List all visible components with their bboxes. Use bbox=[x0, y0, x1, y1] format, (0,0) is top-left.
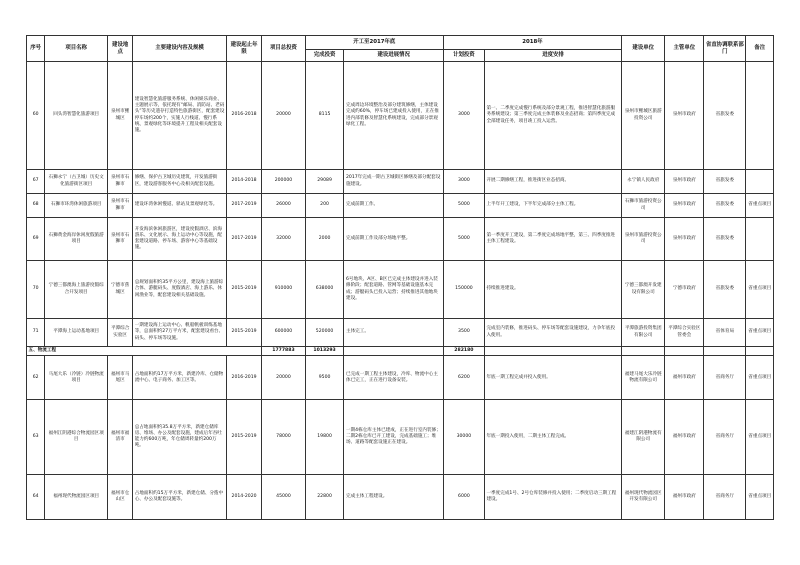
table-row bbox=[27, 170, 774, 194]
cell-total: 910000 bbox=[262, 261, 305, 319]
header-seq: 序号 bbox=[27, 36, 45, 62]
cell-total: 45000 bbox=[262, 475, 305, 520]
header-total: 项目总投资 bbox=[262, 36, 305, 62]
cell-supervisor: 泉州市政府 bbox=[665, 170, 704, 194]
cell-location: 泉州市石狮市 bbox=[108, 218, 133, 261]
cell-schedule: 持续推进建设。 bbox=[484, 261, 621, 319]
cell-content: 开发海滨休闲旅游区，建设度假酒店、滨海游乐、文化展示、海上运动中心等设施，配套建设道路、停车场、游客中心等基础设施。 bbox=[133, 218, 227, 261]
cell-progress: 完成周边环境整治及部分建筑修缮，主体建设完成约60%，停车场已建成投入使用，正在推进内部装修及智慧化系统建设，完成部分景观绿化工程。 bbox=[344, 62, 443, 170]
cell-remark bbox=[746, 170, 774, 194]
cell-name: 福州江阴港综合物流园区项目 bbox=[45, 400, 108, 475]
cell-supervisor: 福州市政府 bbox=[665, 356, 704, 400]
section-empty-cell bbox=[344, 347, 443, 356]
cell-progress: 完成前期工作及部分场地平整。 bbox=[344, 218, 443, 261]
cell-content: 建设环湾休闲慢道、驿站及景观绿化等。 bbox=[133, 194, 227, 218]
cell-seq: 60 bbox=[27, 62, 45, 170]
header-group-2018: 2018年 bbox=[443, 36, 621, 50]
cell-progress: 6号地块、A区、B区已完成主体建设并进入装修阶段；配套道路、管网等基础设施基本完成；游艇码头已投入运营；持续推进其他地块建设。 bbox=[344, 261, 443, 319]
cell-seq: 70 bbox=[27, 261, 45, 319]
cell-name: 宁德三都澳海上旅游度假综合开发项目 bbox=[45, 261, 108, 319]
cell-invest-done: 9500 bbox=[305, 356, 344, 400]
header-builder: 建设单位 bbox=[622, 36, 665, 62]
cell-total: 78000 bbox=[262, 400, 305, 475]
cell-builder: 福州现代物流园区开发有限公司 bbox=[622, 475, 665, 520]
cell-period: 2017-2019 bbox=[226, 194, 261, 218]
section-empty-cell bbox=[622, 347, 665, 356]
cell-content: 占地面积约17万平方米，新建冷库、仓储物流中心、电子商务、加工区等。 bbox=[133, 356, 227, 400]
cell-name: 福州现代物流园区项目 bbox=[45, 475, 108, 520]
cell-period: 2014-2020 bbox=[226, 475, 261, 520]
cell-remark bbox=[746, 62, 774, 170]
cell-coordinator: 省旅发委 bbox=[704, 194, 746, 218]
cell-coordinator: 省体育局 bbox=[704, 319, 746, 347]
cell-builder: 泉州市旅游投资公司 bbox=[622, 218, 665, 261]
cell-content: 建设智慧化旅游服务系统、休闲娱乐商业、主题展示等，依托现有“邮局、消防站、老码头”等历史遗存打造特色旅游街区，配套建设停车场约200个，实施人行栈道、慢行系统、景观绿化等环境提升工程及相关配套设施。 bbox=[133, 62, 227, 170]
cell-invest-done: 22800 bbox=[305, 475, 344, 520]
cell-schedule: 第一季度开工建设，第二季度完成场地平整，第三、四季度推进主体工程建设。 bbox=[484, 218, 621, 261]
cell-planned-invest: 6000 bbox=[443, 475, 484, 520]
cell-schedule: 一季度完成1号、2号仓库装修并投入使用；二季度启动三期工程建设。 bbox=[484, 475, 621, 520]
cell-seq: 69 bbox=[27, 218, 45, 261]
cell-coordinator: 省旅发委 bbox=[704, 170, 746, 194]
cell-progress: 完成前期工作。 bbox=[344, 194, 443, 218]
cell-remark: 省重点项目 bbox=[746, 261, 774, 319]
cell-builder: 永宁镇人民政府 bbox=[622, 170, 665, 194]
cell-total: 26000 bbox=[262, 194, 305, 218]
cell-progress: 主体完工。 bbox=[344, 319, 443, 347]
cell-period: 2017-2019 bbox=[226, 218, 261, 261]
cell-invest-done: 29089 bbox=[305, 170, 344, 194]
header-content: 主要建设内容及规模 bbox=[133, 36, 227, 62]
cell-planned-invest: 6200 bbox=[443, 356, 484, 400]
cell-invest-done: 520000 bbox=[305, 319, 344, 347]
cell-period: 2016-2019 bbox=[226, 356, 261, 400]
cell-period: 2015-2019 bbox=[226, 319, 261, 347]
cell-remark: 省重点项目 bbox=[746, 356, 774, 400]
header-remark: 备注 bbox=[746, 36, 774, 62]
cell-builder: 平潭旅游投资集团有限公司 bbox=[622, 319, 665, 347]
cell-seq: 63 bbox=[27, 400, 45, 475]
cell-invest-done: 8115 bbox=[305, 62, 344, 170]
cell-coordinator: 省商务厅 bbox=[704, 400, 746, 475]
section-empty-cell bbox=[704, 347, 746, 356]
cell-period: 2014-2018 bbox=[226, 170, 261, 194]
header-invest-done: 完成投资 bbox=[305, 50, 344, 62]
cell-location: 宁德市蕉城区 bbox=[108, 261, 133, 319]
section-invest-done: 1013293 bbox=[305, 347, 344, 356]
header-schedule: 进度安排 bbox=[484, 50, 621, 62]
cell-builder: 福建马尾大乐冷链物流有限公司 bbox=[622, 356, 665, 400]
header-group-2017: 开工至2017年底 bbox=[305, 36, 443, 50]
cell-seq: 67 bbox=[27, 170, 45, 194]
cell-seq: 68 bbox=[27, 194, 45, 218]
cell-period: 2015-2019 bbox=[226, 261, 261, 319]
cell-seq: 62 bbox=[27, 356, 45, 400]
cell-progress: 一期4栋仓库主体已建成，正在进行室内装修；二期2栋仓库已开工建设，完成基础施工；堆场、道路等配套设施正在建设。 bbox=[344, 400, 443, 475]
cell-progress: 2017年完成一期古卫城街区修缮及部分配套设施建设。 bbox=[344, 170, 443, 194]
cell-invest-done: 19800 bbox=[305, 400, 344, 475]
cell-invest-done: 2000 bbox=[305, 218, 344, 261]
cell-seq: 71 bbox=[27, 319, 45, 347]
cell-content: 总规划面积约35平方公里，建设海上旅游综合体、游艇码头、度假酒店、海上游乐、休闲渔业等，配套建设相关基础设施。 bbox=[133, 261, 227, 319]
cell-builder: 泉州市鲤城区旅游投资公司 bbox=[622, 62, 665, 170]
cell-remark: 省重点项目 bbox=[746, 194, 774, 218]
section-planned-invest: 282180 bbox=[443, 347, 484, 356]
cell-remark: 省重点项目 bbox=[746, 319, 774, 347]
cell-total: 20000 bbox=[262, 62, 305, 170]
cell-supervisor: 平潭综合实验区管委会 bbox=[665, 319, 704, 347]
cell-name: 石狮永宁（古卫城）历史文化旅游街区项目 bbox=[45, 170, 108, 194]
section-subtotal-row bbox=[27, 347, 774, 356]
cell-builder: 石狮市旅游投资公司 bbox=[622, 194, 665, 218]
cell-builder: 宁德三都澳开发建设有限公司 bbox=[622, 261, 665, 319]
header-period: 建设起止年限 bbox=[226, 36, 261, 62]
cell-total: 32000 bbox=[262, 218, 305, 261]
cell-content: 一期建设海上运动中心、帆船帆板训练基地等，总面积约27万平方米，配套建设看台、码头、停车场等设施。 bbox=[133, 319, 227, 347]
section-empty-cell bbox=[665, 347, 704, 356]
cell-coordinator: 省旅发委 bbox=[704, 261, 746, 319]
cell-supervisor: 福州市政府 bbox=[665, 400, 704, 475]
cell-progress: 已完成一期工程主体建设，冷库、物流中心主体已完工，正在进行设备安装。 bbox=[344, 356, 443, 400]
table-header-row bbox=[27, 36, 774, 50]
cell-planned-invest: 5000 bbox=[443, 218, 484, 261]
cell-content: 总占地面积约35.8万平方米，新建仓储库房、堆场、办公及配套设施，建成后年吞吐能力约600万吨，年仓储周转量约200万吨。 bbox=[133, 400, 227, 475]
cell-location: 平潭综合实验区 bbox=[108, 319, 133, 347]
cell-supervisor: 福州市政府 bbox=[665, 475, 704, 520]
cell-location: 泉州市鲤城区 bbox=[108, 62, 133, 170]
cell-planned-invest: 3500 bbox=[443, 319, 484, 347]
cell-remark bbox=[746, 218, 774, 261]
cell-supervisor: 泉州市政府 bbox=[665, 218, 704, 261]
cell-schedule: 年底一期工程完成并投入使用。 bbox=[484, 356, 621, 400]
cell-total: 200000 bbox=[262, 170, 305, 194]
table-row bbox=[27, 400, 774, 475]
cell-name: 石狮市环湾休闲旅游项目 bbox=[45, 194, 108, 218]
cell-name: 平潭海上运动基地项目 bbox=[45, 319, 108, 347]
cell-progress: 完成主体工程建设。 bbox=[344, 475, 443, 520]
header-supervisor: 主管单位 bbox=[665, 36, 704, 62]
cell-supervisor: 泉州市政府 bbox=[665, 194, 704, 218]
section-total: 1777883 bbox=[262, 347, 305, 356]
table-row bbox=[27, 62, 774, 170]
table-row bbox=[27, 475, 774, 520]
header-location: 建设地点 bbox=[108, 36, 133, 62]
cell-supervisor: 泉州市政府 bbox=[665, 62, 704, 170]
cell-planned-invest: 30000 bbox=[443, 400, 484, 475]
cell-name: 回头湾智慧化旅游项目 bbox=[45, 62, 108, 170]
cell-location: 福州市仓山区 bbox=[108, 475, 133, 520]
cell-planned-invest: 150000 bbox=[443, 261, 484, 319]
cell-supervisor: 宁德市政府 bbox=[665, 261, 704, 319]
cell-planned-invest: 3000 bbox=[443, 170, 484, 194]
cell-coordinator: 省商务厅 bbox=[704, 475, 746, 520]
cell-schedule: 上半年开工建设，下半年完成部分主体工程。 bbox=[484, 194, 621, 218]
cell-planned-invest: 3000 bbox=[443, 62, 484, 170]
cell-invest-done: 638000 bbox=[305, 261, 344, 319]
cell-location: 福州市福清市 bbox=[108, 400, 133, 475]
header-planned-invest: 计划投资 bbox=[443, 50, 484, 62]
cell-remark: 省重点项目 bbox=[746, 400, 774, 475]
cell-coordinator: 省商务厅 bbox=[704, 356, 746, 400]
cell-coordinator: 省旅发委 bbox=[704, 62, 746, 170]
header-progress: 建设进展情况 bbox=[344, 50, 443, 62]
table-row bbox=[27, 356, 774, 400]
section-title: 五、物流工程 bbox=[27, 347, 262, 356]
cell-coordinator: 省旅发委 bbox=[704, 218, 746, 261]
cell-schedule: 开展二期修缮工程，推进街区业态招商。 bbox=[484, 170, 621, 194]
table-row bbox=[27, 261, 774, 319]
cell-period: 2015-2019 bbox=[226, 400, 261, 475]
cell-name: 石狮黄金海岸休闲度假旅游项目 bbox=[45, 218, 108, 261]
header-coordinator: 省直协调联系部门 bbox=[704, 36, 746, 62]
cell-total: 600000 bbox=[262, 319, 305, 347]
section-empty-cell bbox=[746, 347, 774, 356]
cell-location: 泉州市石狮市 bbox=[108, 170, 133, 194]
cell-builder: 福建江阴港物流有限公司 bbox=[622, 400, 665, 475]
header-name: 项目名称 bbox=[45, 36, 108, 62]
cell-seq: 64 bbox=[27, 475, 45, 520]
cell-period: 2016-2018 bbox=[226, 62, 261, 170]
cell-total: 20000 bbox=[262, 356, 305, 400]
table-row bbox=[27, 194, 774, 218]
cell-remark: 省重点项目 bbox=[746, 475, 774, 520]
cell-schedule: 完成室内装修，推进码头、停车场等配套设施建设，力争年底投入使用。 bbox=[484, 319, 621, 347]
project-table bbox=[26, 35, 774, 520]
cell-schedule: 年底一期投入使用，二期主体工程完成。 bbox=[484, 400, 621, 475]
cell-name: 马尾大乐（冷链）冷链物流项目 bbox=[45, 356, 108, 400]
cell-planned-invest: 5000 bbox=[443, 194, 484, 218]
cell-content: 占地面积约15万平方米，新建仓储、分拨中心、办公及配套设施等。 bbox=[133, 475, 227, 520]
table-row bbox=[27, 319, 774, 347]
cell-content: 修缮、保护古卫城历史建筑，开发旅游街区，建设游客服务中心及相关配套设施。 bbox=[133, 170, 227, 194]
cell-location: 福州市马尾区 bbox=[108, 356, 133, 400]
cell-invest-done: 200 bbox=[305, 194, 344, 218]
cell-location: 泉州市石狮市 bbox=[108, 194, 133, 218]
section-empty-cell bbox=[484, 347, 621, 356]
cell-schedule: 第一、二季度完成慢行系统及部分景观工程，推进智慧化旅游服务系统建设；第三季度完成主体装修及业态招商；第四季度完成全部建设任务，项目竣工投入运营。 bbox=[484, 62, 621, 170]
table-row bbox=[27, 218, 774, 261]
